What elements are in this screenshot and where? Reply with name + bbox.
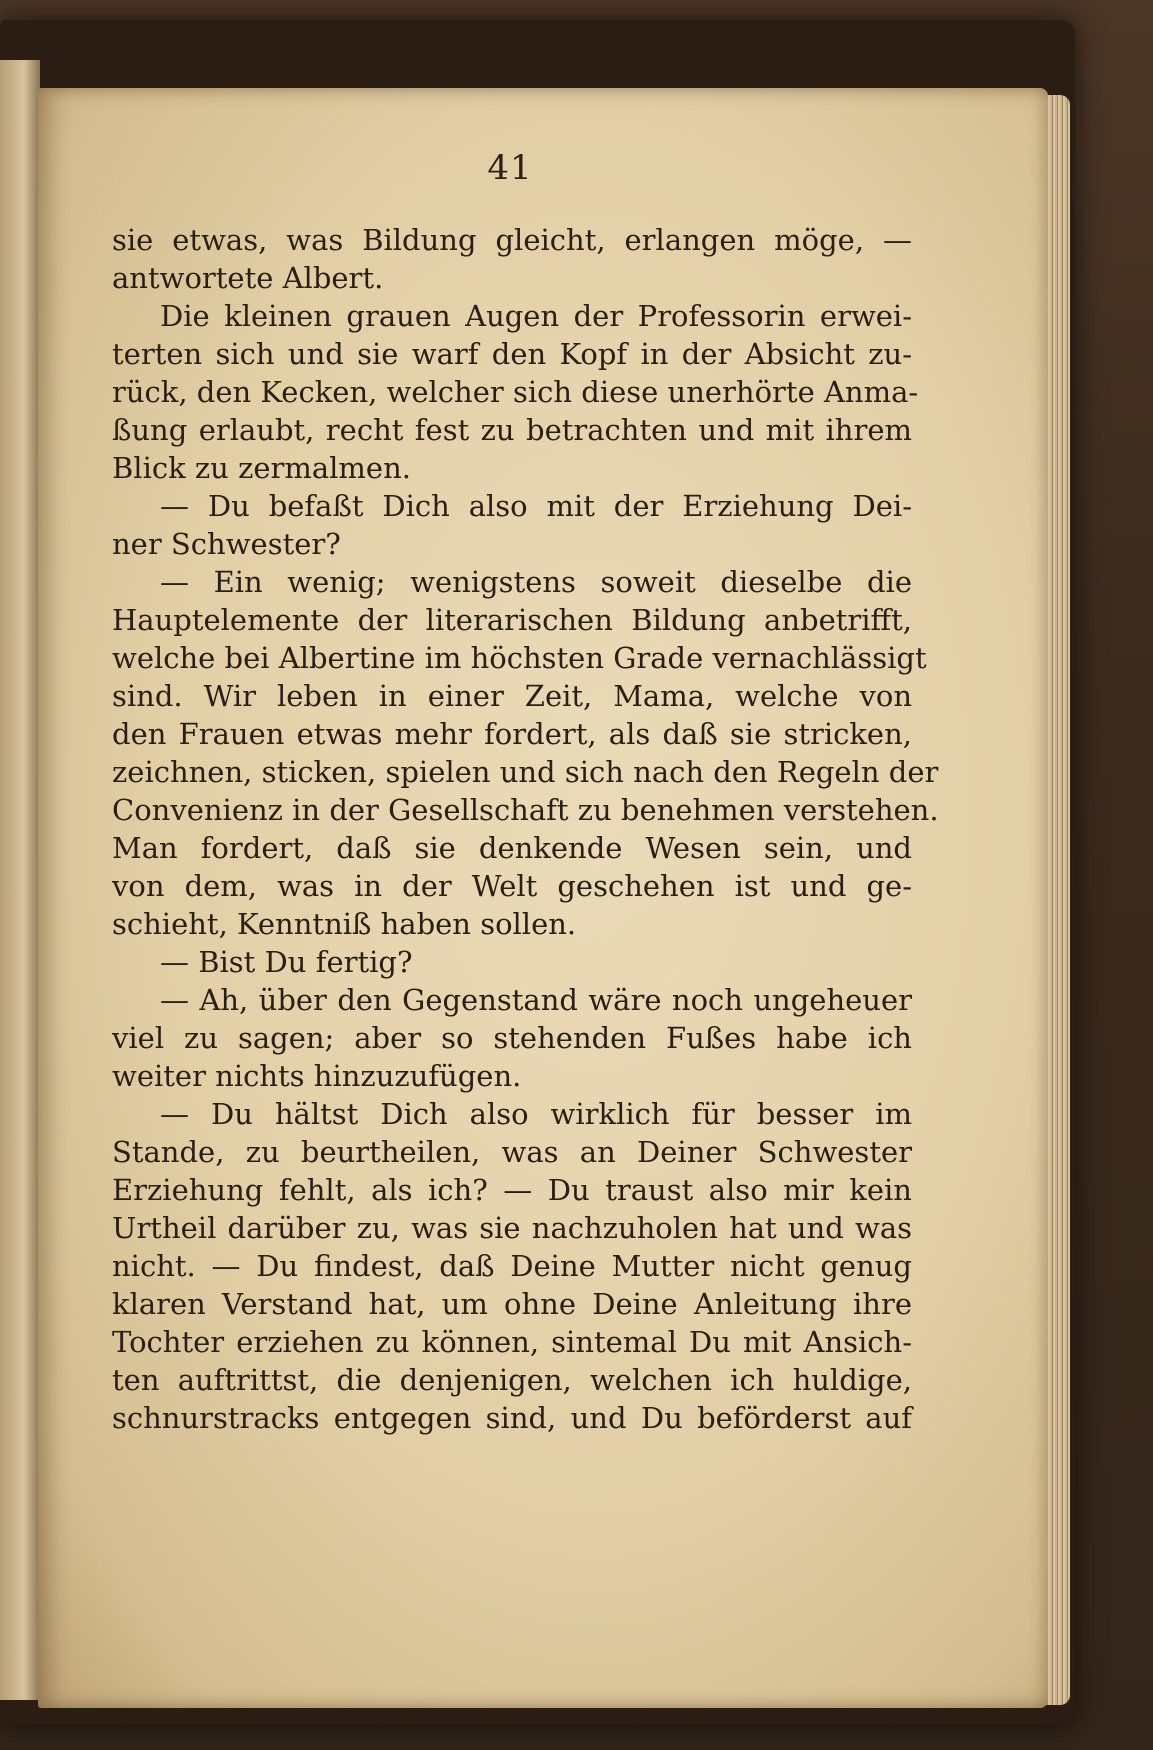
text-line: schieht, Kenntniß haben sollen. [112,907,577,941]
text-line: ten auftrittst, die denjenigen, welchen ich huldige, [112,1363,912,1397]
page-number: 41 [487,148,533,188]
text-line: — Ah, über den Gegenstand wäre noch ungeheuer [160,983,912,1017]
text-line: Man fordert, daß sie denkende Wesen sein, und [112,831,912,865]
text-line: antwortete Albert. [112,261,384,295]
text-line: sind. Wir leben in einer Zeit, Mama, welche von [112,679,912,713]
text-line: Stande, zu beurtheilen, was an Deiner Schwester [112,1135,912,1169]
text-line: rück, den Kecken, welcher sich diese unerhörte Anma- [112,375,919,409]
text-line: zeichnen, sticken, spielen und sich nach den Regeln der [112,755,939,789]
text-line: den Frauen etwas mehr fordert, als daß sie stricken, [112,717,912,751]
text-line: — Du hältst Dich also wirklich für besser im [160,1097,912,1131]
text-line: schnurstracks entgegen sind, und Du beförderst auf [112,1401,912,1435]
text-line: — Bist Du fertig? [160,945,413,979]
text-line: — Ein wenig; wenigstens soweit dieselbe die [160,565,912,599]
left-page-edge [0,60,40,1700]
text-line: Erziehung fehlt, als ich? — Du traust also mir kein [112,1173,912,1207]
text-line: nicht. — Du findest, daß Deine Mutter nicht genug [112,1249,912,1283]
text-line: weiter nichts hinzuzufügen. [112,1059,522,1093]
text-line: ßung erlaubt, recht fest zu betrachten und mit ihrem [112,413,912,447]
text-line: Tochter erziehen zu können, sintemal Du mit Ansich- [112,1325,912,1359]
text-line: viel zu sagen; aber so stehenden Fußes habe ich [112,1021,912,1055]
text-line: terten sich und sie warf den Kopf in der Absicht zu- [112,337,912,371]
text-line: klaren Verstand hat, um ohne Deine Anleitung ihre [112,1287,912,1321]
text-line: Urtheil darüber zu, was sie nachzuholen hat und was [112,1211,912,1245]
text-line: Die kleinen grauen Augen der Professorin erwei- [160,299,912,333]
text-line: Convenienz in der Gesellschaft zu benehmen verstehen. [112,793,939,827]
text-line: sie etwas, was Bildung gleicht, erlangen möge, — [112,223,912,257]
text-line: ner Schwester? [112,527,341,561]
text-line: von dem, was in der Welt geschehen ist und ge- [112,869,912,903]
text-line: Blick zu zermalmen. [112,451,411,485]
text-line: Hauptelemente der literarischen Bildung anbetrifft, [112,603,912,637]
text-line: — Du befaßt Dich also mit der Erziehung Dei- [160,489,912,523]
text-line: welche bei Albertine im höchsten Grade vernachlässigt [112,641,927,675]
